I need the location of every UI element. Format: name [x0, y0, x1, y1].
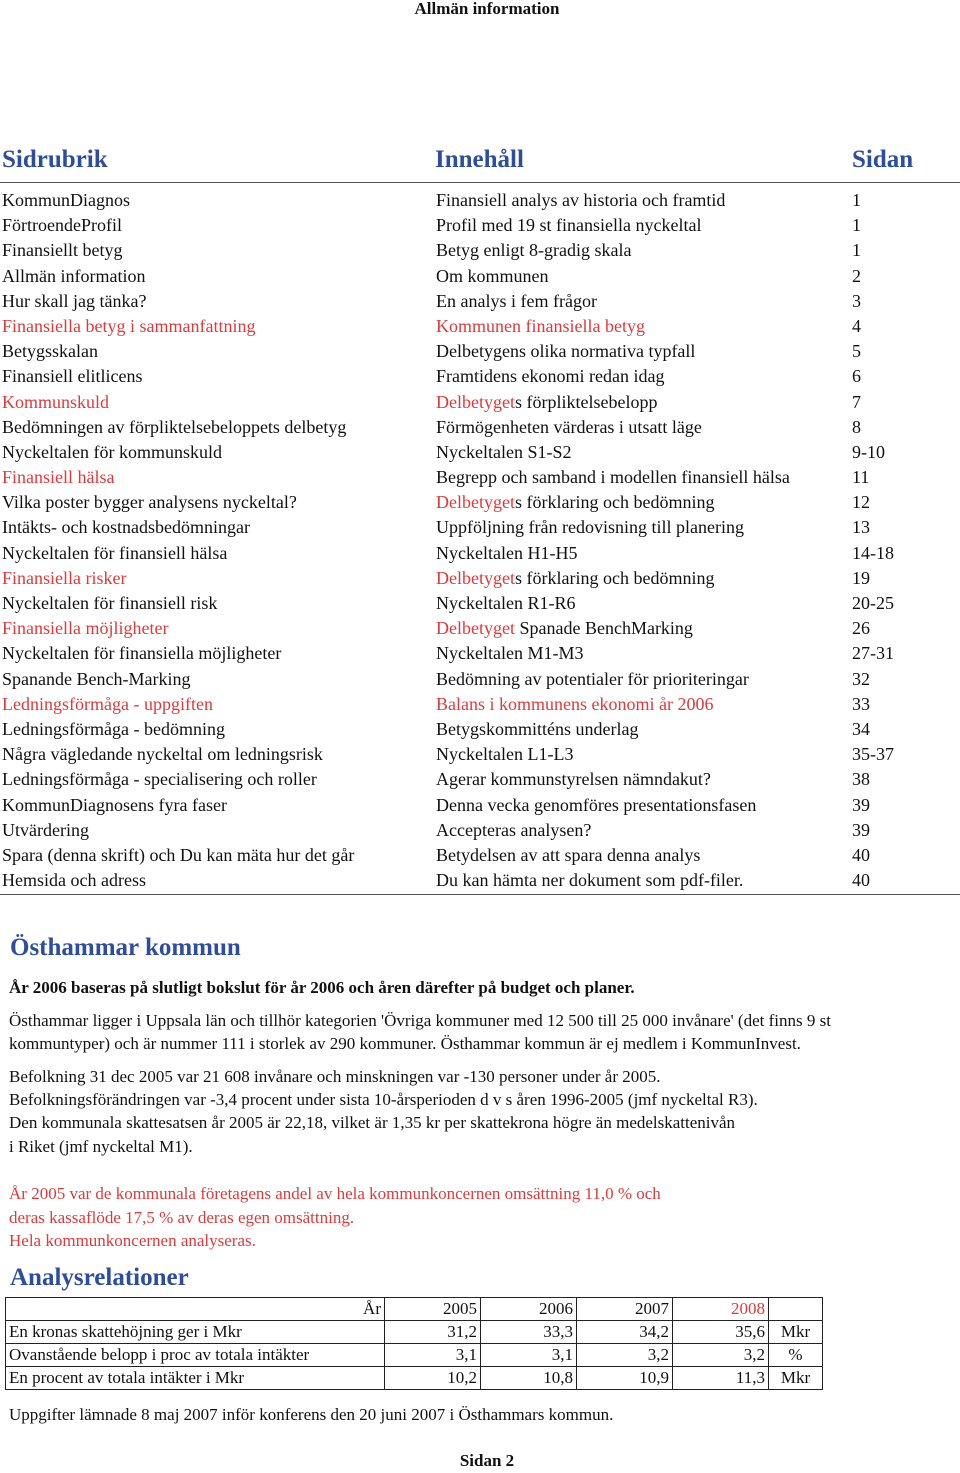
- year-label-cell: År: [6, 1298, 385, 1321]
- toc-section-title: Hur skall jag tänka?: [2, 290, 147, 311]
- toc-page-number: 32: [852, 668, 870, 689]
- toc-section-title: Ledningsförmåga - bedömning: [2, 718, 225, 739]
- toc-page-number: 3: [852, 290, 861, 311]
- row-label-cell: Ovanstående belopp i proc av totala intäkter: [6, 1344, 385, 1367]
- toc-section-title: Kommunskuld: [2, 391, 110, 412]
- toc-content: Accepteras analysen?: [436, 819, 592, 840]
- analysis-title: Analysrelationer: [10, 1264, 189, 1291]
- toc-row: [0, 793, 960, 818]
- toc-content: Balans i kommunens ekonomi år 2006: [436, 693, 714, 714]
- toc-content: Betygskommitténs underlag: [436, 718, 639, 739]
- toc-page-number: 40: [852, 844, 870, 865]
- toc-row: [0, 264, 960, 289]
- table-header-row: [6, 1298, 823, 1321]
- toc-page-number: 19: [852, 567, 870, 588]
- toc-section-title: FörtroendeProfil: [2, 215, 122, 236]
- toc-content: Denna vecka genomföres presentationsfasen: [436, 794, 757, 815]
- toc-row: [0, 566, 960, 591]
- toc-row: [0, 364, 960, 389]
- toc-page-number: 6: [852, 366, 861, 387]
- toc-page-number: 5: [852, 341, 861, 362]
- toc-content: Kommunen finansiella betyg: [436, 315, 645, 336]
- toc-row: [0, 641, 960, 666]
- toc-content: Uppföljning från redovisning till planering: [436, 517, 744, 538]
- toc-page-number: 35-37: [852, 744, 894, 765]
- toc-section-title: Utvärdering: [2, 819, 89, 840]
- toc-section-title: Nyckeltalen för finansiell risk: [2, 593, 218, 613]
- toc-section-title: Finansiell hälsa: [2, 467, 115, 488]
- toc-section-title: Intäkts- och kostnadsbedömningar: [2, 517, 250, 538]
- toc-header-sidrubrik: Sidrubrik: [2, 146, 108, 173]
- unit-header-cell: [769, 1298, 823, 1321]
- population-line-1: Befolkning 31 dec 2005 var 21 608 invånare och minskningen var -130 personer under år 2005.: [9, 1067, 661, 1086]
- population-line-3: Den kommunala skattesatsen år 2005 är 22,18, vilket är 1,35 kr per skattekrona högre än medelskattenivån: [9, 1113, 736, 1132]
- toc-section-title: Vilka poster bygger analysens nyckeltal?: [2, 492, 297, 513]
- toc-page-number: 4: [852, 315, 861, 336]
- municipality-info-line-2: kommuntyper) och är nummer 111 i storlek av 290 kommuner. Östhammar kommun är ej medlem i KommunInvest.: [9, 1034, 801, 1053]
- toc-page-number: 33: [852, 693, 870, 714]
- toc-row: [0, 616, 960, 641]
- toc-row: [0, 440, 960, 465]
- value-cell: 10,8: [481, 1367, 577, 1390]
- value-cell: 33,3: [481, 1321, 577, 1344]
- toc-page-number: 40: [852, 870, 870, 891]
- unit-cell: Mkr: [769, 1367, 823, 1390]
- toc-content: Förmögenheten värderas i utsatt läge: [436, 416, 702, 437]
- toc-section-title: Betygsskalan: [2, 341, 98, 362]
- value-cell: 10,2: [385, 1367, 481, 1390]
- toc-row: [0, 868, 960, 893]
- toc-page-number: 39: [852, 819, 870, 840]
- toc-page-number: 13: [852, 517, 870, 538]
- toc-row: [0, 667, 960, 692]
- toc-content: Nyckeltalen S1-S2: [436, 441, 572, 462]
- toc-content: Profil med 19 st finansiella nyckeltal: [436, 215, 702, 236]
- toc-content: [436, 566, 714, 591]
- toc-content-rest: s förpliktelsebelopp: [514, 391, 658, 412]
- toc-row: [0, 515, 960, 540]
- toc-row: [0, 843, 960, 868]
- toc-top-rule: [0, 182, 960, 183]
- toc-row: [0, 390, 960, 415]
- toc-content: Betydelsen av att spara denna analys: [436, 844, 701, 865]
- source-note: Uppgifter lämnade 8 maj 2007 inför konferens den 20 juni 2007 i Östhammars kommun.: [9, 1405, 614, 1424]
- toc-page-number: 2: [852, 265, 861, 286]
- toc-section-title: Finansiellt betyg: [2, 240, 123, 261]
- population-line-4: i Riket (jmf nyckeltal M1).: [9, 1137, 193, 1156]
- toc-section-title: Spara (denna skrift) och Du kan mäta hur det går: [2, 844, 355, 865]
- toc-header-sidan: Sidan: [852, 146, 914, 173]
- table-of-contents: [0, 188, 960, 893]
- toc-row: [0, 767, 960, 792]
- toc-content: Om kommunen: [436, 265, 549, 286]
- toc-page-number: 7: [852, 391, 861, 412]
- toc-row: [0, 591, 960, 616]
- toc-content: Nyckeltalen L1-L3: [436, 744, 574, 765]
- toc-section-title: Spanande Bench-Marking: [2, 668, 191, 689]
- toc-content: [436, 490, 714, 515]
- toc-section-title: Finansiella möjligheter: [2, 618, 169, 639]
- page-number: Sidan 2: [459, 1451, 515, 1470]
- toc-bottom-rule: [0, 894, 960, 895]
- toc-row: [0, 742, 960, 767]
- toc-page-number: 11: [852, 467, 870, 488]
- toc-section-title: Hemsida och adress: [2, 870, 146, 891]
- toc-row: [0, 415, 960, 440]
- toc-row: [0, 238, 960, 263]
- toc-content: Nyckeltalen R1-R6: [436, 593, 576, 613]
- company-share-line-3: Hela kommunkoncernen analyseras.: [9, 1231, 256, 1250]
- value-cell: 11,3: [673, 1367, 769, 1390]
- toc-section-title: KommunDiagnos: [2, 190, 130, 210]
- toc-page-number: 26: [852, 618, 870, 639]
- toc-content: Framtidens ekonomi redan idag: [436, 366, 665, 387]
- value-cell: 3,1: [481, 1344, 577, 1367]
- table-row: [6, 1344, 823, 1367]
- toc-header-innehall: Innehåll: [435, 146, 524, 173]
- toc-row: [0, 213, 960, 238]
- toc-content: Betyg enligt 8-gradig skala: [436, 240, 632, 261]
- toc-page-number: 38: [852, 769, 870, 790]
- toc-section-title: Nyckeltalen för kommunskuld: [2, 441, 222, 462]
- toc-content-prefix: Delbetyget: [436, 567, 515, 588]
- toc-section-title: Finansiella risker: [2, 567, 127, 588]
- toc-row: [0, 465, 960, 490]
- toc-page-number: 27-31: [852, 643, 894, 664]
- unit-cell: Mkr: [769, 1321, 823, 1344]
- toc-row: [0, 818, 960, 843]
- toc-section-title: Finansiella betyg i sammanfattning: [2, 315, 256, 336]
- table-row: [6, 1367, 823, 1390]
- toc-section-title: Nyckeltalen för finansiella möjligheter: [2, 643, 282, 664]
- toc-content: Agerar kommunstyrelsen nämndakut?: [436, 769, 711, 790]
- year-2007-cell: 2007: [577, 1298, 673, 1321]
- toc-page-number: 8: [852, 416, 861, 437]
- analysis-relations-table: [5, 1297, 823, 1390]
- toc-section-title: Ledningsförmåga - uppgiften: [2, 693, 213, 714]
- toc-content-prefix: Delbetyget: [436, 492, 515, 513]
- toc-row: [0, 188, 960, 213]
- toc-content: Delbetygens olika normativa typfall: [436, 341, 696, 362]
- company-share-line-2: deras kassaflöde 17,5 % av deras egen omsättning.: [9, 1208, 355, 1227]
- toc-page-number: 14-18: [852, 542, 894, 563]
- year-2005-cell: 2005: [385, 1298, 481, 1321]
- population-line-2: Befolkningsförändringen var -3,4 procent under sista 10-årsperioden d v s åren 1996-2005 (jmf nyckeltal R3).: [9, 1090, 758, 1109]
- toc-page-number: 20-25: [852, 593, 894, 613]
- toc-content: [436, 616, 693, 641]
- value-cell: 35,6: [673, 1321, 769, 1344]
- toc-section-title: Några vägledande nyckeltal om ledningsrisk: [2, 744, 323, 765]
- value-cell: 3,2: [577, 1344, 673, 1367]
- toc-row: [0, 339, 960, 364]
- toc-section-title: Nyckeltalen för finansiell hälsa: [2, 542, 228, 563]
- toc-content: En analys i fem frågor: [436, 290, 597, 311]
- toc-page-number: 1: [852, 215, 861, 236]
- toc-content-prefix: Delbetyget: [436, 391, 515, 412]
- toc-section-title: Allmän information: [2, 265, 146, 286]
- value-cell: 3,2: [673, 1344, 769, 1367]
- toc-content: Nyckeltalen H1-H5: [436, 542, 578, 563]
- toc-page-number: 9-10: [852, 441, 885, 462]
- row-label-cell: En procent av totala intäkter i Mkr: [6, 1367, 385, 1390]
- toc-content-rest: s förklaring och bedömning: [514, 567, 715, 588]
- toc-section-title: KommunDiagnosens fyra faser: [2, 794, 227, 815]
- toc-content: [436, 390, 657, 415]
- toc-row: [0, 314, 960, 339]
- toc-content-rest: Spanade BenchMarking: [514, 618, 693, 639]
- value-cell: 10,9: [577, 1367, 673, 1390]
- toc-content: Begrepp och samband i modellen finansiell hälsa: [436, 467, 790, 488]
- toc-page-number: 1: [852, 240, 861, 261]
- value-cell: 31,2: [385, 1321, 481, 1344]
- value-cell: 3,1: [385, 1344, 481, 1367]
- toc-page-number: 39: [852, 794, 870, 815]
- year-2006-cell: 2006: [481, 1298, 577, 1321]
- toc-content-rest: s förklaring och bedömning: [514, 492, 715, 513]
- toc-content: Du kan hämta ner dokument som pdf-filer.: [436, 870, 744, 891]
- toc-content: Nyckeltalen M1-M3: [436, 643, 584, 664]
- company-share-line-1: År 2005 var de kommunala företagens andel av hela kommunkoncernen omsättning 11,0 % och: [9, 1184, 661, 1203]
- toc-row: [0, 717, 960, 742]
- toc-row: [0, 289, 960, 314]
- toc-content-prefix: Delbetyget: [436, 618, 515, 639]
- toc-row: [0, 692, 960, 717]
- toc-page-number: 12: [852, 492, 870, 513]
- toc-section-title: Bedömningen av förpliktelsebeloppets delbetyg: [2, 416, 347, 437]
- unit-cell: %: [769, 1344, 823, 1367]
- toc-page-number: 1: [852, 190, 861, 210]
- table-row: [6, 1321, 823, 1344]
- toc-row: [0, 541, 960, 566]
- toc-content: Finansiell analys av historia och framtid: [436, 190, 726, 210]
- year-2008-cell: 2008: [673, 1298, 769, 1321]
- toc-section-title: Ledningsförmåga - specialisering och roller: [2, 769, 317, 790]
- lead-paragraph: År 2006 baseras på slutligt bokslut för år 2006 och åren därefter på budget och planer.: [9, 978, 635, 997]
- value-cell: 34,2: [577, 1321, 673, 1344]
- row-label-cell: En kronas skattehöjning ger i Mkr: [6, 1321, 385, 1344]
- municipality-title: Östhammar kommun: [10, 934, 241, 961]
- toc-page-number: 34: [852, 718, 870, 739]
- toc-section-title: Finansiell elitlicens: [2, 366, 143, 387]
- page-header-title: Allmän information: [414, 0, 560, 18]
- toc-content: Bedömning av potentialer för prioriteringar: [436, 668, 749, 689]
- toc-row: [0, 490, 960, 515]
- municipality-info-line-1: Östhammar ligger i Uppsala län och tillhör kategorien 'Övriga kommuner med 12 500 till 25 000 invånare' (det finns 9 st: [9, 1011, 831, 1030]
